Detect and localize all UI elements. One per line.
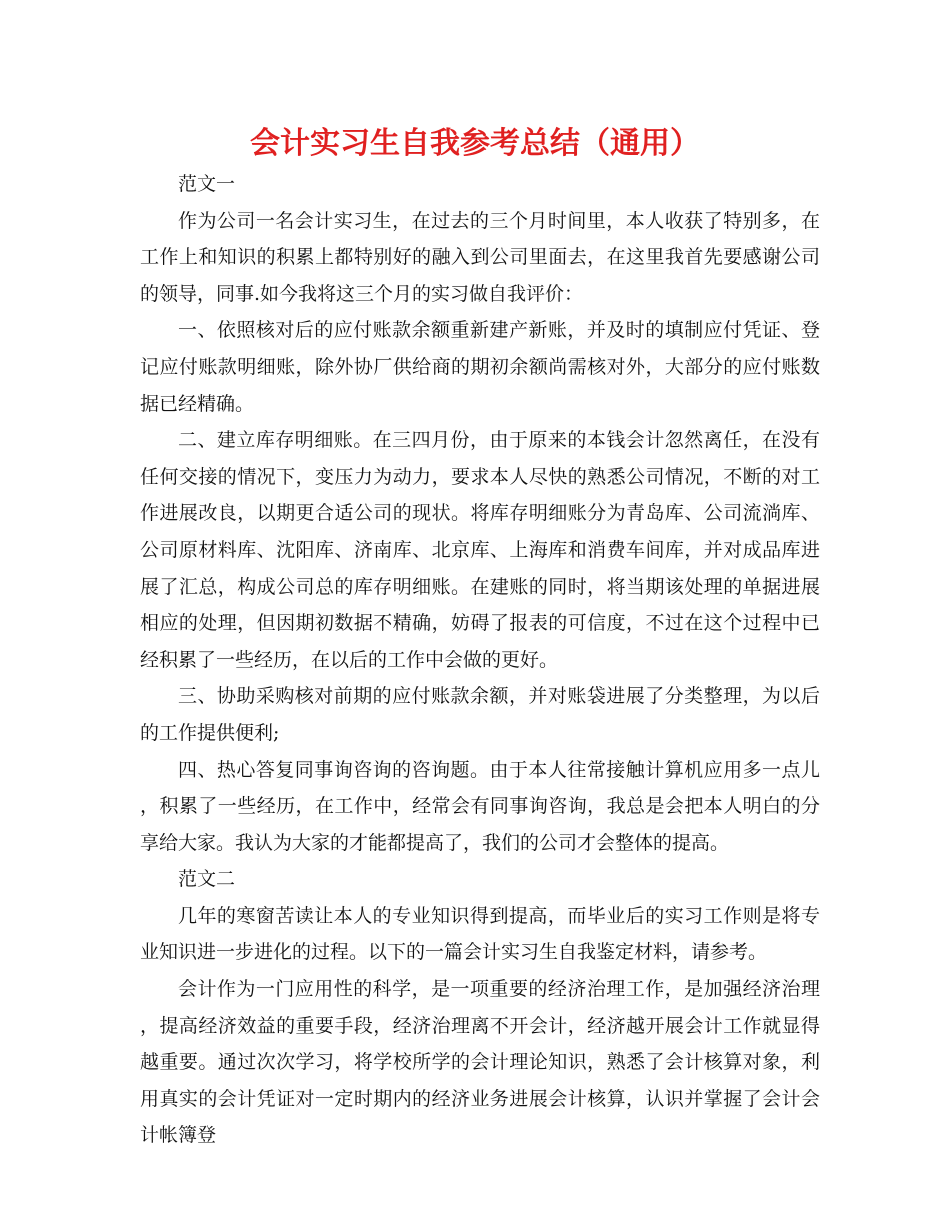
paragraph: 四、热心答复同事询咨询的咨询题。由于本人往常接触计算机应用多一点儿，积累了一些经历，在工作中，经常会有同事询咨询，我总是会把本人明白的分享给大家。我认为大家的才能都提高了，我们的公司才会整体的提高。	[140, 758, 820, 854]
document-title: 会计实习生自我参考总结（通用）	[250, 126, 700, 161]
paragraph: 会计作为一门应用性的科学，是一项重要的经济治理工作，是加强经济治理，提高经济效益的重要手段，经济治理离不开会计，经济越开展会计工作就显得越重要。通过次次学习，将学校所学的会计理论知识，熟悉了会计核算对象，利用真实的会计凭证对一定时期内的经济业务进展会计核算，认识并掌握了会计会计帐簿登	[140, 978, 820, 1147]
paragraph-heading: 范文一	[178, 173, 236, 195]
paragraph-heading: 范文二	[178, 868, 236, 891]
document-body	[140, 166, 820, 1154]
paragraph: 作为公司一名会计实习生，在过去的三个月时间里，本人收获了特别多，在工作上和知识的积累上都特别好的融入到公司里面去，在这里我首先要感谢公司的领导，同事.如今我将这三个月的实习做自我评价：	[140, 209, 820, 305]
paragraph: 二、建立库存明细账。在三四月份，由于原来的本钱会计忽然离任，在没有任何交接的情况下，变压力为动力，要求本人尽快的熟悉公司情况，不断的对工作进展改良，以期更合适公司的现状。将库存明细账分为青岛库、公司流淌库、公司原材料库、沈阳库、济南库、北京库、上海库和消费车间库，并对成品库进展了汇总，构成公司总的库存明细账。在建账的同时，将当期该处理的单据进展相应的处理，但因期初数据不精确，妨碍了报表的可信度，不过在这个过程中已经积累了一些经历，在以后的工作中会做的更好。	[140, 429, 820, 671]
paragraph: 几年的寒窗苦读让本人的专业知识得到提高，而毕业后的实习工作则是将专业知识进一步进化的过程。以下的一篇会计实习生自我鉴定材料，请参考。	[140, 904, 820, 964]
paragraph: 三、协助采购核对前期的应付账款余额，并对账袋进展了分类整理，为以后的工作提供便利;	[140, 685, 820, 744]
paragraph: 一、依照核对后的应付账款余额重新建产新账，并及时的填制应付凭证、登记应付账款明细账，除外协厂供给商的期初余额尚需核对外，大部分的应付账数据已经精确。	[140, 319, 820, 415]
